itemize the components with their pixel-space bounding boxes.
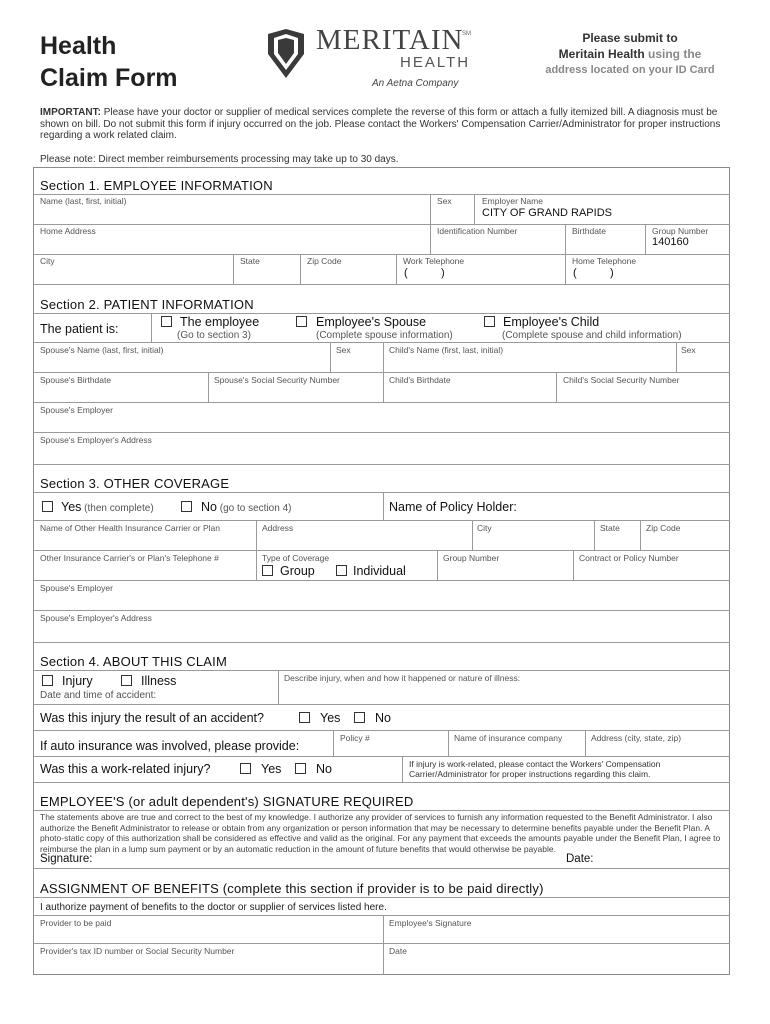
divider bbox=[33, 402, 730, 403]
work-related-note: If injury is work-related, please contact the Workers' Compensation Carrier/Administrator for proper instructions regarding this claim. bbox=[409, 759, 661, 779]
state-label: State bbox=[240, 256, 260, 266]
illness-label: Illness bbox=[141, 674, 177, 688]
s3-spouse-employer-address-label: Spouse's Employer's Address bbox=[40, 613, 152, 623]
accident-yes-label: Yes bbox=[320, 711, 341, 725]
accident-yes-checkbox[interactable] bbox=[299, 712, 310, 723]
divider bbox=[33, 492, 730, 493]
patient-spouse-sub: (Complete spouse information) bbox=[316, 330, 453, 341]
divider bbox=[33, 284, 730, 285]
submit-line2 bbox=[530, 46, 730, 62]
divider bbox=[565, 224, 566, 254]
group-number-label: Group Number bbox=[652, 226, 709, 236]
sex-label: Sex bbox=[437, 196, 452, 206]
signature-statement: The statements above are true and correct to the best of my knowledge. I authorize any provider of services to furnish any information requested to the Benefit Administrator. I also authorize the Benefit Administrator to release or obtain from any organization or person information that may be necessary to determine benefits payable under the Benefit Plan. A photo-static copy of this authorization shall be considered as effective and valid as the original. For any payment that exceeds the amounts payable under the Benefit Plan, I agree to reimburse the plan in a lump sum payment or by an automatic reduction in the amount of future benefits that would otherwise be payable. bbox=[40, 812, 721, 854]
section1-title: Section 1. EMPLOYEE INFORMATION bbox=[40, 178, 273, 193]
divider bbox=[33, 943, 730, 944]
describe-injury-label: Describe injury, when and how it happened or nature of illness: bbox=[284, 673, 521, 683]
patient-employee-label: The employee bbox=[180, 315, 260, 329]
divider bbox=[33, 610, 730, 611]
divider bbox=[151, 313, 152, 342]
spouse-employer-label: Spouse's Employer bbox=[40, 405, 113, 415]
spouse-birthdate-label: Spouse's Birthdate bbox=[40, 375, 112, 385]
divider bbox=[33, 313, 730, 314]
policy-number-label: Policy # bbox=[340, 733, 370, 743]
birthdate-label: Birthdate bbox=[572, 226, 607, 236]
assignment-authorize: I authorize payment of benefits to the doctor or supplier of services listed here. bbox=[40, 902, 387, 913]
divider bbox=[33, 704, 730, 705]
group-number-value[interactable]: 140160 bbox=[652, 236, 689, 248]
contract-number-label: Contract or Policy Number bbox=[579, 553, 679, 563]
provider-tax-id-label: Provider's tax ID number or Social Security Number bbox=[40, 946, 235, 956]
logo-name: MERITAIN bbox=[316, 24, 464, 56]
submit-line1: Please submit to bbox=[582, 31, 678, 45]
divider bbox=[573, 550, 574, 580]
divider bbox=[474, 194, 475, 224]
child-birthdate-label: Child's Birthdate bbox=[389, 375, 451, 385]
insurance-company-label: Name of insurance company bbox=[454, 733, 563, 743]
work-related-no-label: No bbox=[316, 762, 332, 776]
other-city-label: City bbox=[477, 523, 492, 533]
important-label: IMPORTANT: bbox=[40, 107, 101, 118]
zip-label: Zip Code bbox=[307, 256, 342, 266]
logo-sm: SM bbox=[462, 31, 471, 37]
signature-title: EMPLOYEE'S (or adult dependent's) SIGNATURE REQUIRED bbox=[40, 794, 414, 809]
accident-question: Was this injury the result of an accident? bbox=[40, 711, 264, 725]
no-text: No bbox=[201, 500, 217, 514]
divider bbox=[333, 730, 334, 756]
work-related-yes-label: Yes bbox=[261, 762, 282, 776]
other-address-label: Address bbox=[262, 523, 294, 533]
divider bbox=[594, 520, 595, 550]
auto-insurance-question: If auto insurance was involved, please provide: bbox=[40, 739, 300, 753]
divider bbox=[33, 730, 730, 731]
home-telephone-label: Home Telephone bbox=[572, 256, 637, 266]
divider bbox=[396, 254, 397, 284]
divider bbox=[33, 520, 730, 521]
important-text: Please have your doctor or supplier of medical services complete the reverse of this form or attach a fully itemized bill. A diagnosis must be shown on bill. Do not submit this form if injury occurred on the job. Please contact the Workers' Compensation Carrier/Administrator for proper instructions regarding a work related claim. bbox=[40, 107, 721, 141]
other-coverage-no-checkbox[interactable] bbox=[181, 501, 192, 512]
child-ssn-label: Child's Social Security Number bbox=[563, 375, 680, 385]
processing-note: Please note: Direct member reimbursements processing may take up to 30 days. bbox=[40, 154, 399, 165]
divider bbox=[383, 492, 384, 520]
divider bbox=[448, 730, 449, 756]
divider bbox=[383, 915, 384, 975]
section2-title: Section 2. PATIENT INFORMATION bbox=[40, 297, 254, 312]
id-number-label: Identification Number bbox=[437, 226, 518, 236]
divider bbox=[430, 224, 431, 254]
divider bbox=[565, 254, 566, 284]
assignment-title: ASSIGNMENT OF BENEFITS (complete this section if provider is to be paid directly) bbox=[40, 881, 544, 896]
divider bbox=[33, 756, 730, 757]
work-related-no-checkbox[interactable] bbox=[295, 763, 306, 774]
divider bbox=[676, 342, 677, 372]
form-title-line2: Claim Form bbox=[40, 64, 178, 92]
divider bbox=[33, 372, 730, 373]
injury-label: Injury bbox=[62, 674, 93, 688]
divider bbox=[472, 520, 473, 550]
child-name-label: Child's Name (first, last, initial) bbox=[389, 345, 504, 355]
divider bbox=[330, 342, 331, 372]
child-sex-label: Sex bbox=[681, 345, 696, 355]
meritain-logo-icon bbox=[266, 28, 306, 80]
divider bbox=[33, 782, 730, 783]
patient-is-label: The patient is: bbox=[40, 322, 119, 336]
patient-employee-sub: (Go to section 3) bbox=[177, 330, 251, 341]
divider bbox=[585, 730, 586, 756]
patient-spouse-label: Employee's Spouse bbox=[316, 315, 427, 329]
home-address-label: Home Address bbox=[40, 226, 96, 236]
injury-checkbox[interactable] bbox=[42, 675, 53, 686]
date-time-accident-label: Date and time of accident: bbox=[40, 690, 157, 701]
submit-line2b: using the bbox=[644, 47, 702, 61]
section4-title: Section 4. ABOUT THIS CLAIM bbox=[40, 654, 227, 669]
other-group-number-label: Group Number bbox=[443, 553, 500, 563]
patient-child-sub: (Complete spouse and child information) bbox=[502, 330, 682, 341]
logo-tagline: An Aetna Company bbox=[372, 78, 459, 89]
carrier-telephone-label: Other Insurance Carrier's or Plan's Telephone # bbox=[40, 553, 219, 563]
logo-sub: HEALTH bbox=[400, 54, 471, 71]
work-tel-paren-close: ) bbox=[441, 267, 445, 279]
yes-sub: (then complete) bbox=[81, 503, 154, 514]
spouse-name-label: Spouse's Name (last, first, initial) bbox=[40, 345, 164, 355]
divider bbox=[645, 224, 646, 254]
submit-line2a: Meritain Health bbox=[558, 47, 645, 61]
work-related-yes-checkbox[interactable] bbox=[240, 763, 251, 774]
important-notice bbox=[40, 107, 728, 142]
divider bbox=[33, 464, 730, 465]
provider-to-be-paid-label: Provider to be paid bbox=[40, 918, 112, 928]
name-label: Name (last, first, initial) bbox=[40, 196, 127, 206]
employer-name-value[interactable]: CITY OF GRAND RAPIDS bbox=[482, 207, 612, 219]
signature-label[interactable]: Signature: bbox=[40, 853, 93, 865]
divider bbox=[33, 897, 730, 898]
city-label: City bbox=[40, 256, 55, 266]
accident-no-checkbox[interactable] bbox=[354, 712, 365, 723]
divider bbox=[33, 580, 730, 581]
employer-name-label: Employer Name bbox=[482, 196, 543, 206]
divider bbox=[33, 432, 730, 433]
other-zip-label: Zip Code bbox=[646, 523, 681, 533]
spouse-employer-address-label: Spouse's Employer's Address bbox=[40, 435, 152, 445]
no-sub: (go to section 4) bbox=[216, 503, 292, 514]
other-carrier-label: Name of Other Health Insurance Carrier or Plan bbox=[40, 523, 220, 533]
s3-spouse-employer-label: Spouse's Employer bbox=[40, 583, 113, 593]
signature-date-label[interactable]: Date: bbox=[566, 853, 594, 865]
divider bbox=[437, 550, 438, 580]
divider bbox=[402, 756, 403, 782]
home-tel-paren-open: ( bbox=[573, 267, 577, 279]
divider bbox=[33, 915, 730, 916]
form-title-line1: Health bbox=[40, 32, 117, 60]
patient-spouse-checkbox[interactable] bbox=[296, 316, 307, 327]
work-tel-paren-open: ( bbox=[404, 267, 408, 279]
coverage-type-label: Type of Coverage bbox=[262, 553, 330, 563]
submit-instructions bbox=[530, 30, 730, 78]
patient-child-checkbox[interactable] bbox=[484, 316, 495, 327]
divider bbox=[33, 254, 730, 255]
coverage-group-checkbox[interactable] bbox=[262, 565, 273, 576]
spouse-sex-label: Sex bbox=[336, 345, 351, 355]
auto-address-label: Address (city, state, zip) bbox=[591, 733, 682, 743]
other-coverage-yes-label bbox=[61, 500, 154, 514]
section3-title: Section 3. OTHER COVERAGE bbox=[40, 476, 230, 491]
other-coverage-yes-checkbox[interactable] bbox=[42, 501, 53, 512]
other-coverage-no-label bbox=[201, 500, 291, 514]
divider bbox=[556, 372, 557, 402]
divider bbox=[300, 254, 301, 284]
yes-text: Yes bbox=[61, 500, 82, 514]
illness-checkbox[interactable] bbox=[121, 675, 132, 686]
coverage-individual-checkbox[interactable] bbox=[336, 565, 347, 576]
divider bbox=[33, 810, 730, 811]
patient-employee-checkbox[interactable] bbox=[161, 316, 172, 327]
coverage-individual-label: Individual bbox=[353, 564, 406, 578]
patient-child-label: Employee's Child bbox=[503, 315, 600, 329]
divider bbox=[278, 670, 279, 704]
divider bbox=[640, 520, 641, 550]
form-title bbox=[40, 30, 178, 94]
divider bbox=[430, 194, 431, 224]
other-state-label: State bbox=[600, 523, 620, 533]
divider bbox=[33, 642, 730, 643]
assignment-date-label: Date bbox=[389, 946, 407, 956]
accident-no-label: No bbox=[375, 711, 391, 725]
submit-line3: address located on your ID Card bbox=[545, 64, 715, 76]
divider bbox=[33, 550, 730, 551]
coverage-group-label: Group bbox=[280, 564, 315, 578]
spouse-ssn-label: Spouse's Social Security Number bbox=[214, 375, 340, 385]
home-tel-paren-close: ) bbox=[610, 267, 614, 279]
divider bbox=[33, 342, 730, 343]
work-telephone-label: Work Telephone bbox=[403, 256, 465, 266]
divider bbox=[208, 372, 209, 402]
divider bbox=[33, 670, 730, 671]
work-related-question: Was this a work-related injury? bbox=[40, 762, 211, 776]
divider bbox=[233, 254, 234, 284]
divider bbox=[33, 868, 730, 869]
employee-signature-label: Employee's Signature bbox=[389, 918, 472, 928]
divider bbox=[33, 224, 730, 225]
policy-holder-label: Name of Policy Holder: bbox=[389, 500, 517, 514]
divider bbox=[33, 194, 730, 195]
